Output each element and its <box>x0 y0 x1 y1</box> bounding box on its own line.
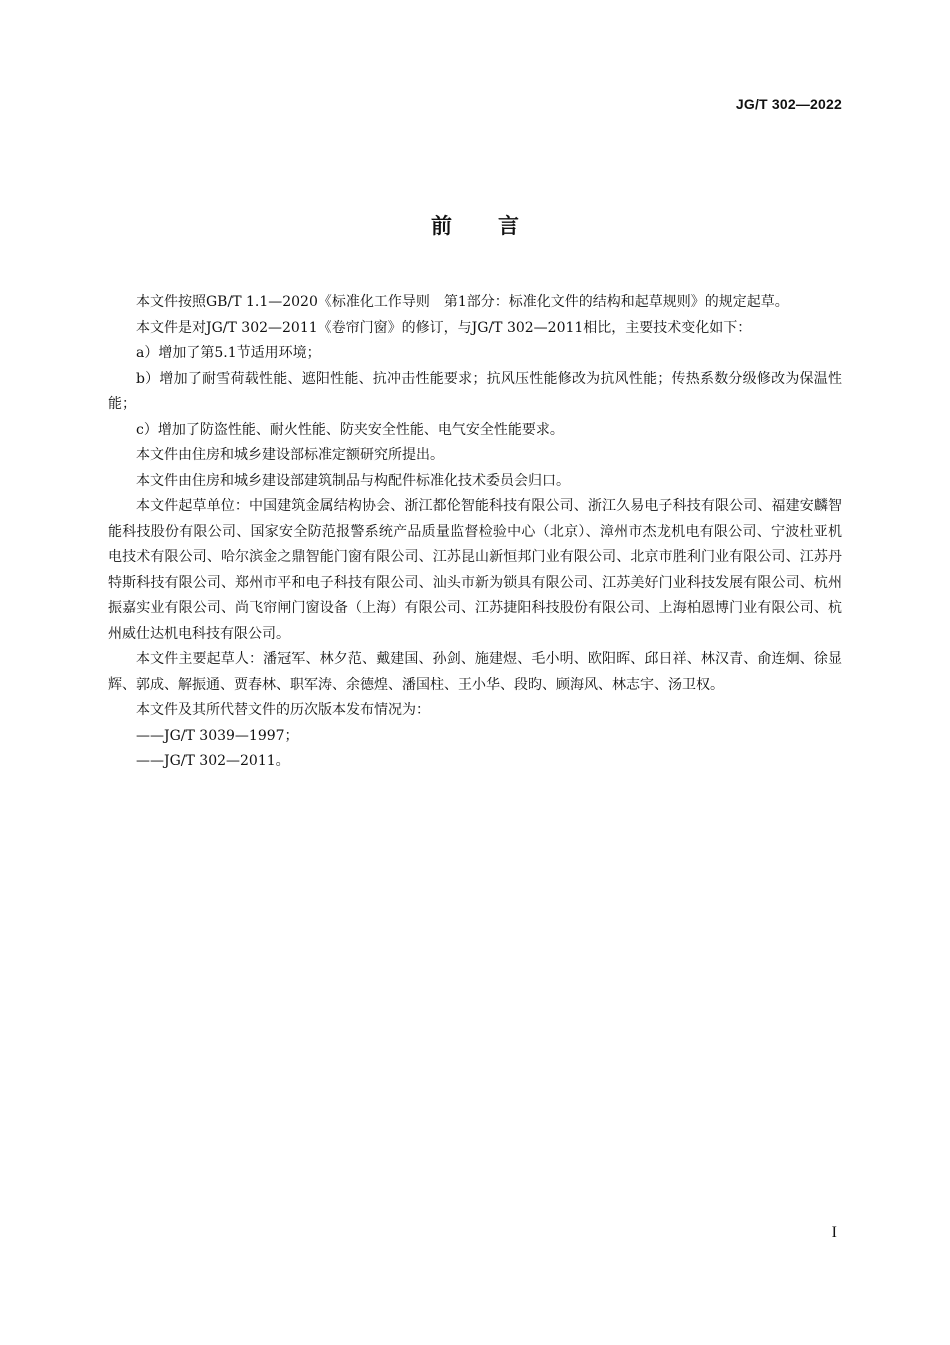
paragraph-revision: 本文件是对JG/T 302—2011《卷帘门窗》的修订，与JG/T 302—2011相比，主要技术变化如下： <box>136 319 752 336</box>
history-item-1997: ——JG/T 3039—1997； <box>136 727 299 744</box>
history-item-2011: ——JG/T 302—2011。 <box>136 753 290 769</box>
list-item-a: a）增加了第5.1节适用环境； <box>136 345 321 361</box>
page-title: 前言 <box>431 214 565 238</box>
standard-code: JG/T 302—2022 <box>735 96 842 112</box>
list-item-b: b）增加了耐雪荷载性能、遮阳性能、抗冲击性能要求；抗风压性能修改为抗风性能；传热系数分级修改为保温性能； <box>108 370 842 412</box>
paragraph-drafting-units: 本文件起草单位：中国建筑金属结构协会、浙江都伦智能科技有限公司、浙江久易电子科技有限公司、福建安麟智能科技股份有限公司、国家安全防范报警系统产品质量监督检验中心（北京）、漳州市杰龙机电有限公司、宁波杜亚机电技术有限公司、哈尔滨金之鼎智能门窗有限公司、江苏昆山新恒邦门业有限公司、北京市胜利门业有限公司、江苏丹特斯科技有限公司、郑州市平和电子科技有限公司、汕头市新为锁具有限公司、江苏美好门业科技发展有限公司、杭州振嘉实业有限公司、尚飞帘闸门窗设备（上海）有限公司、江苏捷阳科技股份有限公司、上海柏恩博门业有限公司、杭州威仕达机电科技有限公司。 <box>108 498 842 642</box>
list-item-c: c）增加了防盗性能、耐火性能、防夹安全性能、电气安全性能要求。 <box>136 421 564 438</box>
paragraph-committee: 本文件由住房和城乡建设部建筑制品与构配件标准化技术委员会归口。 <box>136 472 570 489</box>
paragraph-history: 本文件及其所代替文件的历次版本发布情况为： <box>136 702 430 718</box>
paragraph-proposer: 本文件由住房和城乡建设部标准定额研究所提出。 <box>136 447 444 463</box>
foreword-body <box>108 290 842 775</box>
paragraph-drafters: 本文件主要起草人：潘冠军、林夕范、戴建国、孙剑、施建煜、毛小明、欧阳晖、邱日祥、林汉青、俞连炯、徐显辉、郭成、解振通、贾春林、职军涛、余德煌、潘国柱、王小华、段昀、顾海风、林志宇、汤卫权。 <box>108 651 842 693</box>
paragraph-drafting-rules: 本文件按照GB/T 1.1—2020《标准化工作导则 第1部分：标准化文件的结构和起草规则》的规定起草。 <box>136 294 789 310</box>
page-number: I <box>831 1224 837 1241</box>
